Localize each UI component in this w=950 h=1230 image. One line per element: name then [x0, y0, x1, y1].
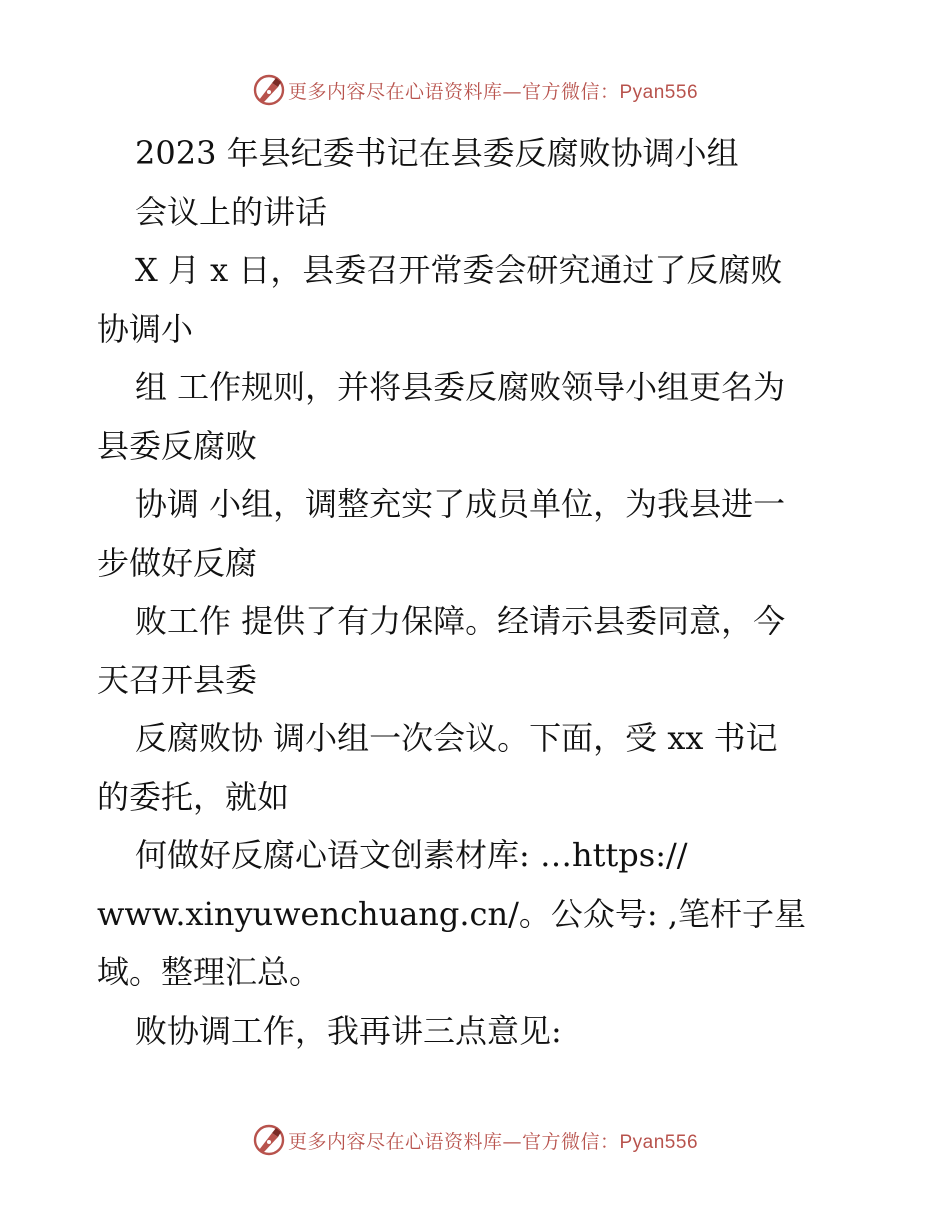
text-line: 组 工作规则，并将县委反腐败领导小组更名为 — [135, 368, 786, 406]
text-line: 县委反腐败 — [97, 426, 258, 465]
header-banner-text: 更多内容尽在心语资料库—官方微信：Pyan556 — [287, 80, 699, 103]
text-line: 天召开县委 — [97, 660, 258, 699]
text-line: 败工作 提供了有力保障。经请示县委同意，今 — [135, 602, 786, 640]
pen-nib-logo-icon — [252, 73, 286, 107]
text-line: 的委托，就如 — [97, 777, 290, 816]
text-line: www.xinyuwenchuang.cn/。公众号: ,笔杆子星 — [97, 894, 806, 933]
pen-nib-logo-icon — [252, 1123, 286, 1157]
text-line: 协调小 — [97, 309, 194, 348]
text-line: 域。整理汇总。 — [97, 953, 322, 991]
text-line: 反腐败协 调小组一次会议。下面，受 xx 书记 — [135, 719, 778, 757]
text-line: 协调 小组，调整充实了成员单位，为我县进一 — [135, 485, 786, 523]
text-line: 会议上的讲话 — [135, 192, 328, 231]
header-banner — [0, 70, 950, 110]
text-line: 2023 年县纪委书记在县委反腐败协调小组 — [135, 134, 739, 172]
footer-banner — [0, 1120, 950, 1160]
footer-banner-text: 更多内容尽在心语资料库—官方微信：Pyan556 — [287, 1130, 699, 1153]
text-line: 何做好反腐心语文创素材库: …https:// — [135, 836, 688, 874]
text-line: X 月 x 日，县委召开常委会研究通过了反腐败 — [135, 251, 783, 289]
document-body — [97, 124, 842, 1060]
text-line: 败协调工作，我再讲三点意见: — [135, 1011, 562, 1050]
text-line: 步做好反腐 — [97, 543, 258, 582]
